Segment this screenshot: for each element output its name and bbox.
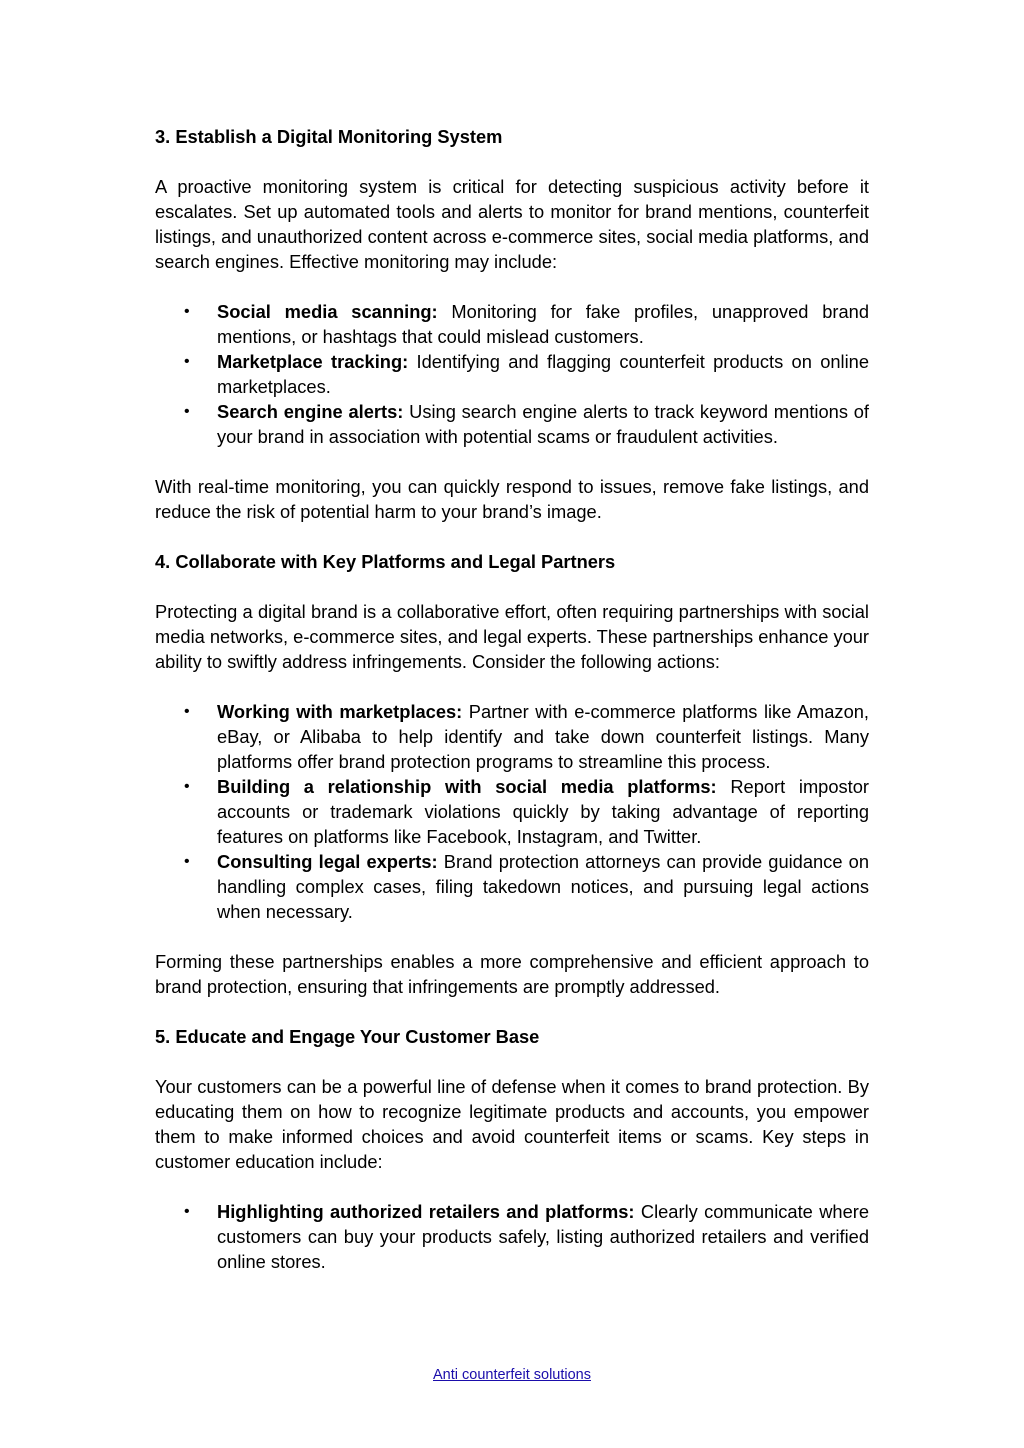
- section-intro: Protecting a digital brand is a collaborative effort, often requiring partnerships with social media networks, e-commerce sites, and legal experts. These partnerships enhance your ability to swiftly address infringements. Consider the following actions:: [155, 601, 870, 672]
- list-item-lead: Highlighting authorized retailers and platforms:: [217, 1201, 635, 1222]
- list-item: [155, 349, 869, 399]
- list-item-lead: Social media scanning:: [217, 301, 438, 322]
- list-item-text: Partner with e-commerce platforms like Amazon, eBay, or Alibaba to help identify and take down counterfeit listings. Many platforms offer brand protection programs to streamline this process.: [217, 701, 869, 772]
- list-item-text: Report impostor accounts or trademark violations quickly by taking advantage of reporting features on platforms like Facebook, Instagram, and Twitter.: [217, 776, 869, 847]
- section-intro: A proactive monitoring system is critical for detecting suspicious activity before it escalates. Set up automated tools and alerts to monitor for brand mentions, counterfeit listings, and unauthorized content across e-commerce sites, social media platforms, and search engines. Effective monitoring may include:: [155, 176, 869, 272]
- section-heading: 3. Establish a Digital Monitoring System: [155, 126, 503, 147]
- bullet-list: [155, 699, 869, 924]
- list-item-text: Using search engine alerts to track keyword mentions of your brand in association with potential scams or fraudulent activities.: [217, 401, 870, 447]
- bullet-icon: •: [184, 303, 190, 320]
- list-item-text: Identifying and flagging counterfeit products on online marketplaces.: [217, 351, 869, 397]
- bullet-list: [155, 299, 869, 449]
- bullet-icon: •: [184, 403, 190, 420]
- anti-counterfeit-link[interactable]: Anti counterfeit solutions: [433, 1367, 591, 1383]
- list-item-lead: Building a relationship with social media platforms:: [217, 776, 717, 797]
- list-item-lead: Marketplace tracking:: [217, 351, 409, 372]
- section-outro: With real-time monitoring, you can quickly respond to issues, remove fake listings, and reduce the risk of potential harm to your brand’s image.: [155, 476, 869, 522]
- bullet-list: [155, 1199, 869, 1274]
- list-item: [155, 399, 869, 449]
- section-intro: Your customers can be a powerful line of defense when it comes to brand protection. By educating them on how to recognize legitimate products and accounts, you empower them to make informed choices and avoid counterfeit items or scams. Key steps in customer education include:: [155, 1076, 869, 1172]
- list-item-text: Monitoring for fake profiles, unapproved brand mentions, or hashtags that could mislead customers.: [217, 301, 869, 347]
- list-item-lead: Consulting legal experts:: [217, 851, 438, 872]
- list-item: [155, 774, 869, 849]
- section-outro: Forming these partnerships enables a more comprehensive and efficient approach to brand protection, ensuring that infringements are promptly addressed.: [155, 951, 869, 997]
- list-item: [155, 699, 869, 774]
- document-body: [155, 124, 869, 1299]
- list-item-text: Brand protection attorneys can provide guidance on handling complex cases, filing takedown notices, and pursuing legal actions when necessary.: [217, 851, 869, 922]
- section-heading: 5. Educate and Engage Your Customer Base: [155, 1026, 540, 1047]
- bullet-icon: •: [184, 778, 190, 795]
- bullet-icon: •: [184, 853, 190, 870]
- section-heading: 4. Collaborate with Key Platforms and Legal Partners: [155, 551, 616, 572]
- list-item-text: Clearly communicate where customers can buy your products safely, listing authorized retailers and verified online stores.: [217, 1201, 869, 1272]
- list-item-lead: Search engine alerts:: [217, 401, 404, 422]
- list-item: [155, 849, 869, 924]
- list-item: [155, 299, 869, 349]
- list-item: [155, 1199, 869, 1274]
- list-item-lead: Working with marketplaces:: [217, 701, 463, 722]
- footer: [0, 1367, 1024, 1383]
- bullet-icon: •: [184, 353, 190, 370]
- bullet-icon: •: [184, 1203, 190, 1220]
- bullet-icon: •: [184, 703, 190, 720]
